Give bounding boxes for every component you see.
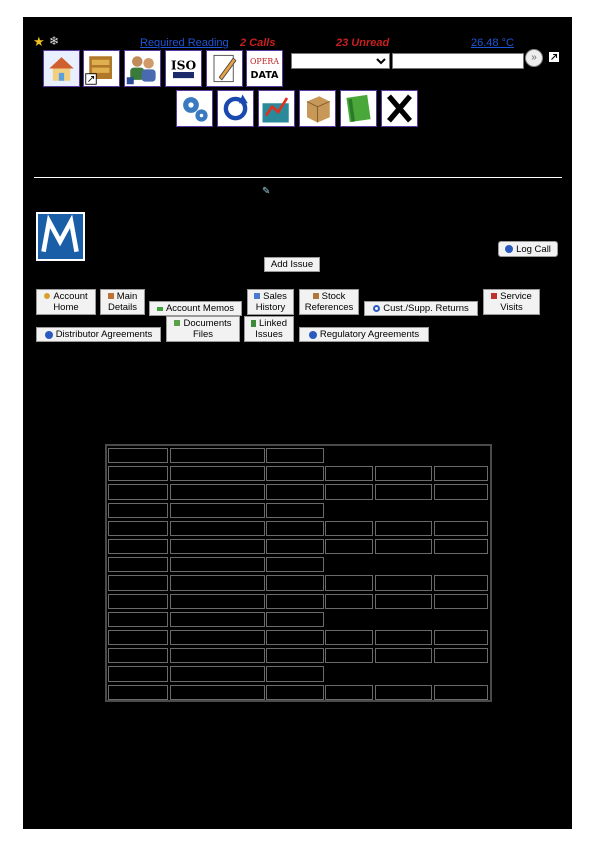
grid-cell xyxy=(266,630,324,645)
add-issue-button[interactable] xyxy=(264,257,320,272)
grid-cell xyxy=(108,503,168,518)
grid-cell xyxy=(375,466,432,481)
data-label: DATA xyxy=(250,70,279,82)
grid-cell xyxy=(325,484,373,499)
grid-cell xyxy=(170,466,265,481)
tools-icon xyxy=(491,293,497,299)
close-x-icon[interactable] xyxy=(381,90,418,127)
grid-cell xyxy=(325,630,373,645)
pencil-icon[interactable]: ✎ xyxy=(262,186,271,197)
grid-cell xyxy=(434,648,488,663)
snowflake-icon[interactable]: ❄ xyxy=(49,34,60,48)
grid-cell xyxy=(108,648,168,663)
home-small-icon xyxy=(44,293,50,299)
grid-cell xyxy=(325,594,373,609)
tab-label: Account Memos xyxy=(165,303,235,314)
grid-cell xyxy=(170,521,265,536)
calls-count[interactable]: 2 Calls xyxy=(240,37,276,49)
opera-label: OPERA xyxy=(249,57,280,67)
grid-cell xyxy=(108,575,168,590)
grid-cell xyxy=(108,685,168,700)
grid-cell xyxy=(108,539,168,554)
grid-cell xyxy=(375,539,432,554)
grid-cell xyxy=(266,648,324,663)
grid-cell xyxy=(266,539,324,554)
grid-cell xyxy=(375,594,432,609)
unread-count[interactable]: 23 Unread xyxy=(336,37,390,49)
grid-cell xyxy=(266,521,324,536)
tab-account-home[interactable] xyxy=(36,289,96,315)
grid-cell xyxy=(266,484,324,499)
notes-icon[interactable] xyxy=(206,50,243,87)
grid-cell xyxy=(170,557,265,572)
tab-label: Home xyxy=(53,302,79,313)
grid-cell xyxy=(325,648,373,663)
iso-icon[interactable] xyxy=(165,50,202,87)
grid-cell xyxy=(266,666,324,681)
tab-label: Sales xyxy=(263,291,287,302)
chart-small-icon xyxy=(254,293,260,299)
tab-label: References xyxy=(304,302,354,313)
tab-label: Files xyxy=(192,329,214,340)
grid-cell xyxy=(325,521,373,536)
tab-cust-supp-returns[interactable] xyxy=(364,301,478,316)
grid-cell xyxy=(266,685,324,700)
grid-cell xyxy=(434,466,488,481)
company-logo xyxy=(36,212,85,261)
home-icon[interactable] xyxy=(43,50,80,87)
grid-cell xyxy=(108,666,168,681)
add-issue-label: Add Issue xyxy=(270,259,314,270)
phone-icon xyxy=(505,245,513,253)
link-icon xyxy=(251,320,256,327)
tab-documents-files[interactable] xyxy=(166,316,240,342)
grid-cell xyxy=(108,521,168,536)
tab-label: Service xyxy=(500,291,532,302)
grid-cell xyxy=(170,648,265,663)
grid-cell xyxy=(325,539,373,554)
grid-cell xyxy=(108,557,168,572)
grid-cell xyxy=(325,575,373,590)
book-icon[interactable] xyxy=(340,90,377,127)
opera-data-icon[interactable] xyxy=(246,50,283,87)
grid-cell xyxy=(266,557,324,572)
grid-cell xyxy=(434,575,488,590)
tab-label: Main xyxy=(116,291,138,302)
tab-label: Cust./Supp. Returns xyxy=(383,303,469,314)
tab-sales-history[interactable] xyxy=(247,289,294,315)
tab-label: Linked xyxy=(259,318,287,329)
grid-cell xyxy=(434,594,488,609)
grid-cell xyxy=(266,466,324,481)
memo-icon xyxy=(157,307,163,311)
tab-account-memos[interactable] xyxy=(149,301,242,316)
grid-cell xyxy=(170,594,265,609)
settings-icon[interactable] xyxy=(176,90,213,127)
tab-distributor-agreements[interactable] xyxy=(36,327,161,342)
grid-cell xyxy=(375,521,432,536)
tab-label: Issues xyxy=(255,329,283,340)
tab-linked-issues[interactable] xyxy=(244,316,294,342)
grid-cell xyxy=(375,630,432,645)
tab-label: Details xyxy=(107,302,138,313)
documents-icon xyxy=(174,320,180,326)
grid-cell xyxy=(108,612,168,627)
app-screen xyxy=(23,17,572,829)
tab-label: Account xyxy=(53,291,88,302)
tab-label: Documents xyxy=(183,318,232,329)
tab-label: History xyxy=(255,302,286,313)
refresh-icon[interactable] xyxy=(217,90,254,127)
agreement-icon xyxy=(45,331,53,339)
search-input[interactable] xyxy=(392,53,524,69)
grid-cell xyxy=(266,448,324,463)
grid-cell xyxy=(266,594,324,609)
divider xyxy=(34,177,562,178)
grid-cell xyxy=(434,484,488,499)
tab-label: Regulatory Agreements xyxy=(319,329,420,340)
grid-cell xyxy=(170,539,265,554)
search-go-button[interactable]: » xyxy=(525,49,543,67)
returns-icon xyxy=(373,305,380,312)
tab-label: Distributor Agreements xyxy=(55,329,153,340)
grid-cell xyxy=(375,648,432,663)
grid-cell xyxy=(434,685,488,700)
edit-small-icon xyxy=(108,293,114,299)
log-call-button[interactable] xyxy=(498,241,558,257)
temperature-link[interactable]: 26.48 °C xyxy=(471,37,514,49)
users-icon[interactable] xyxy=(124,50,161,87)
tab-regulatory-agreements[interactable] xyxy=(299,327,429,342)
grid-cell xyxy=(375,575,432,590)
grid-cell xyxy=(170,484,265,499)
grid-cell xyxy=(108,448,168,463)
grid-cell xyxy=(108,484,168,499)
grid-cell xyxy=(325,685,373,700)
grid-cell xyxy=(170,575,265,590)
grid-cell xyxy=(375,484,432,499)
tab-main-details[interactable] xyxy=(100,289,145,315)
data-grid xyxy=(105,444,492,702)
iso-label: ISO xyxy=(170,57,197,73)
grid-cell xyxy=(375,685,432,700)
grid-cell xyxy=(170,448,265,463)
grid-cell xyxy=(108,594,168,609)
grid-cell xyxy=(170,630,265,645)
tab-label: Stock xyxy=(321,291,346,302)
regulatory-icon xyxy=(309,331,317,339)
grid-cell xyxy=(170,685,265,700)
log-call-label: Log Call xyxy=(516,243,551,255)
tab-service-visits[interactable] xyxy=(483,289,540,315)
popout-icon[interactable] xyxy=(548,51,560,63)
grid-cell xyxy=(170,666,265,681)
tab-label: Visits xyxy=(500,302,523,313)
required-reading-link[interactable]: Required Reading xyxy=(140,37,229,49)
grid-cell xyxy=(266,612,324,627)
box-small-icon xyxy=(313,293,319,299)
grid-cell xyxy=(170,612,265,627)
grid-cell xyxy=(434,521,488,536)
report-icon[interactable] xyxy=(258,90,295,127)
grid-cell xyxy=(108,466,168,481)
archive-icon[interactable] xyxy=(83,50,120,87)
star-icon[interactable]: ★ xyxy=(33,34,45,49)
grid-cell xyxy=(266,575,324,590)
grid-cell xyxy=(325,466,373,481)
tab-stock-references[interactable] xyxy=(299,289,359,315)
grid-cell xyxy=(434,630,488,645)
grid-cell xyxy=(170,503,265,518)
search-type-select[interactable] xyxy=(291,53,390,69)
grid-cell xyxy=(434,539,488,554)
grid-cell xyxy=(266,503,324,518)
grid-cell xyxy=(108,630,168,645)
box-icon[interactable] xyxy=(299,90,336,127)
